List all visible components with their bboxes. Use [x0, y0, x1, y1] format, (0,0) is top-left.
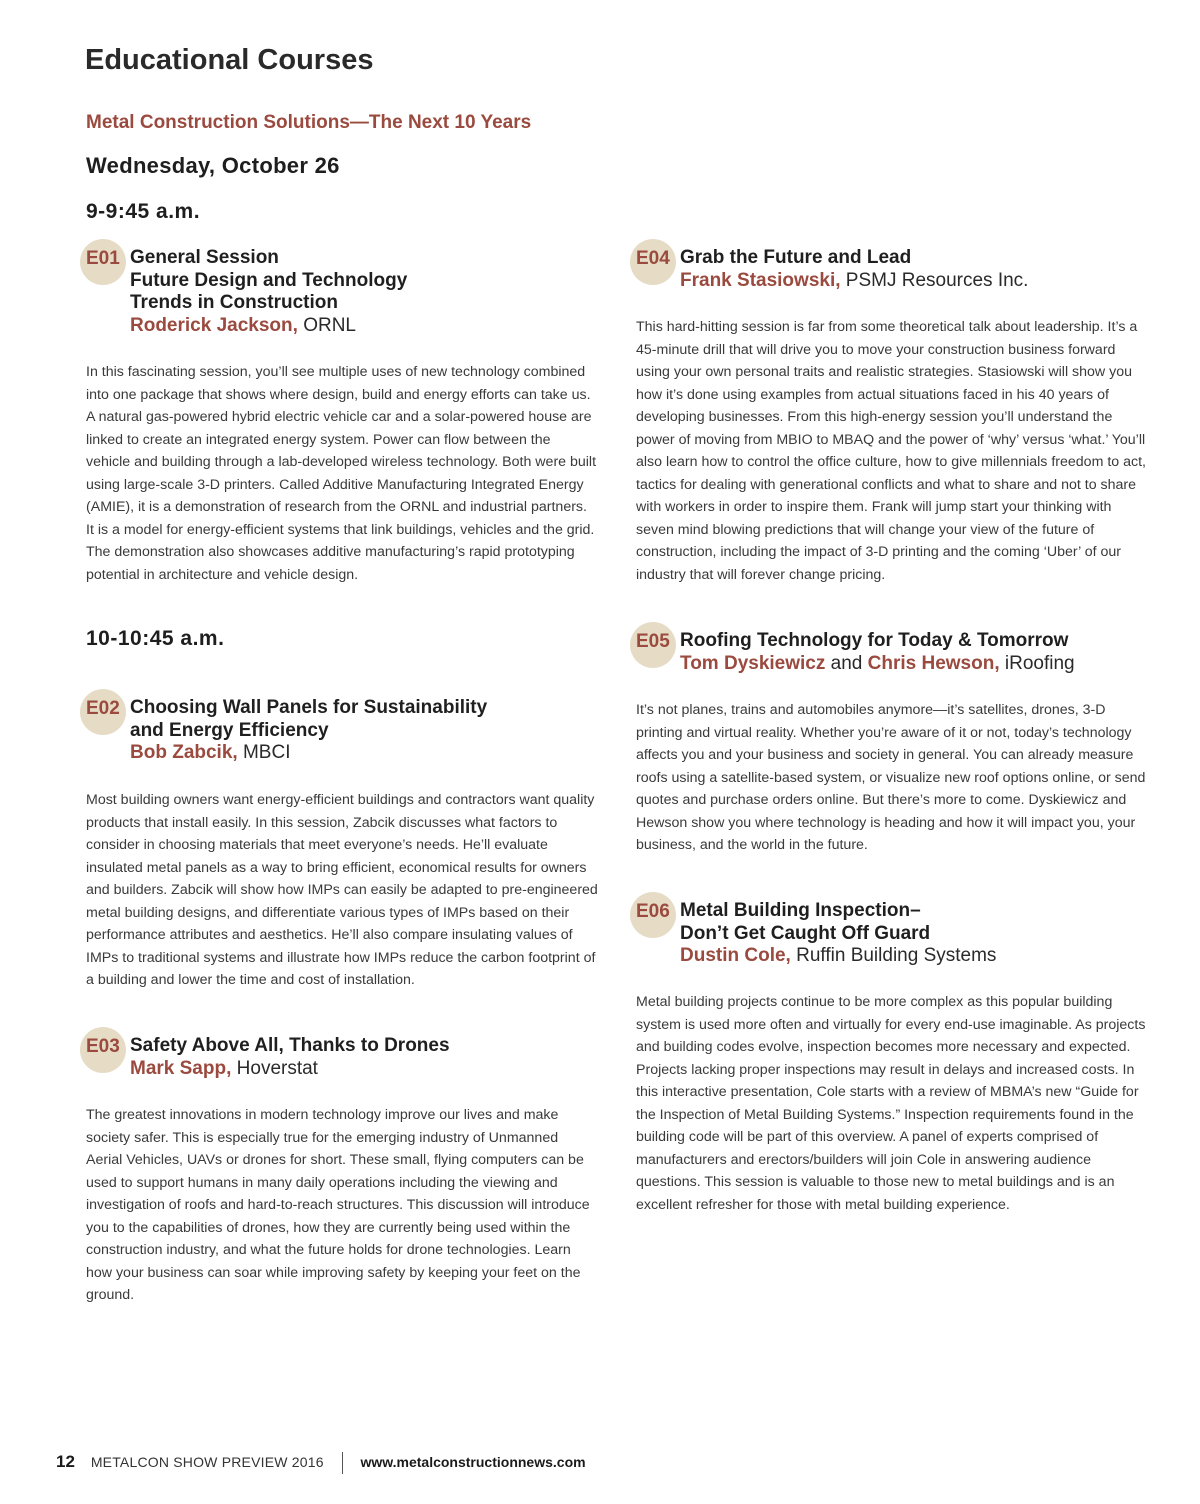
speaker-name: Frank Stasiowski, [680, 269, 841, 291]
speaker-join: and [825, 652, 868, 674]
course-description: Most building owners want energy-efficient buildings and contractors want quality products that install easily. In this session, Zabcik discusses what factors to consider in choosing materials that meet everyone’s needs. He’ll evaluate insulated metal panels as a way to bring efficient, economical results for owners and builders. Zabcik will show how IMPs can easily be adapted to pre-engineered metal building designs, and differentiate various types of IMPs based on their performance attributes and aesthetics. He’ll also compare insulating values of IMPs to traditional systems and illustrate how IMPs reduce the carbon footprint of a building and lower the time and cost of installation. [86, 792, 598, 988]
footer-divider [342, 1452, 343, 1474]
course-description: This hard-hitting session is far from some theoretical talk about leadership. It’s a 45-minute drill that will drive you to move your construction business forward using your own personal traits and realistic strategies. Stasiowski will show you how it’s done using examples from actual situations faced in his 40 years of developing businesses. From this high-energy session you’ll understand the power of moving from MBIO to MBAQ and the power of ‘why’ versus ‘what.’ You’ll also learn how to control the office culture, how to give millennials freedom to act, tactics for dealing with generational conflicts and what to share and not to share with workers in order to inspire them. Frank will jump start your thinking with seven mind blowing predictions that will change your view of the future of construction, including the impact of 3-D printing and the coming ‘Uber’ of our industry that will forever change pricing. [636, 319, 1146, 583]
course-code: E04 [636, 248, 670, 269]
course-code: E06 [636, 901, 670, 922]
speaker-affiliation: PSMJ Resources Inc. [840, 269, 1029, 291]
course-code: E02 [86, 698, 120, 719]
course-title: Roofing Technology for Today & Tomorrow [680, 630, 1069, 651]
course-title: Trends in Construction [130, 292, 338, 313]
course-code: E03 [86, 1036, 120, 1057]
course-description: The greatest innovations in modern technology improve our lives and make society safer. This is especially true for the emerging industry of Unmanned Aerial Vehicles, UAVs or drones for short. These small, flying computers can be used to support humans in many daily operations including the viewing and investigation of roofs and hard-to-reach structures. This discussion will introduce you to the capabilities of drones, how they are currently being used within the construction industry, and what the future holds for drone technologies. Learn how your business can soar while improving safety by keeping your feet on the ground. [86, 1107, 590, 1303]
course-description: It’s not planes, trains and automobiles anymore—it’s satellites, drones, 3-D printing and virtual reality. Whether you’re aware of it or not, today’s technology affects you and your business and society in general. You can already measure roofs using a satellite-based system, or visualize new roof options online, or send quotes and purchase orders online. But there’s more to come. Dyskiewicz and Hewson show you where technology is heading and how it will impact you, your business, and the world in the future. [636, 702, 1146, 853]
time-slot-heading: 9-9:45 a.m. [86, 200, 201, 223]
speaker-affiliation: Ruffin Building Systems [790, 945, 997, 966]
speaker-affiliation: ORNL [297, 314, 356, 336]
website-url: www.metalconstructionnews.com [360, 1454, 586, 1470]
speaker-name: Bob Zabcik, [130, 742, 238, 763]
day-heading: Wednesday, October 26 [86, 153, 340, 178]
speaker-affiliation: iRoofing [999, 652, 1075, 674]
course-description: In this fascinating session, you’ll see multiple uses of new technology combined into one package that shows where design, build and energy efforts can take us. A natural gas-powered hybrid electric vehicle car and a solar-powered house are linked to create an integrated energy system. Power can flow between the vehicle and building through a lab-developed wireless technology. Both were built using large-scale 3-D printers. Called Additive Manufacturing Integrated Energy (AMIE), it is a demonstration of research from the ORNL and industrial partners. It is a model for energy-efficient systems that link buildings, vehicles and the grid. The demonstration also showcases additive manufacturing’s rapid prototyping potential in architecture and vehicle design. [86, 364, 597, 583]
page-footer [56, 1452, 586, 1474]
course-title: Safety Above All, Thanks to Drones [130, 1035, 450, 1056]
speaker-name: Chris Hewson, [867, 652, 1000, 674]
speaker-name: Dustin Cole, [680, 945, 791, 966]
speaker-affiliation: MBCI [237, 742, 291, 763]
speaker-name: Roderick Jackson, [130, 314, 298, 336]
course-title: Choosing Wall Panels for Sustainability [130, 697, 488, 718]
course-title: Don’t Get Caught Off Guard [680, 922, 931, 944]
course-code: E01 [86, 248, 120, 269]
course-title: Grab the Future and Lead [680, 247, 912, 268]
speaker-affiliation: Hoverstat [231, 1057, 318, 1079]
course-description: Metal building projects continue to be more complex as this popular building system is used more often and virtually for every end-use imaginable. As projects and building codes evolve, inspection becomes more necessary and expected. Projects lacking proper inspections may result in delays and increased costs. In this interactive presentation, Cole starts with a review of MBMA’s new “Guide for the Inspection of Metal Building Systems.” Inspection requirements found in the building code will be part of this overview. A panel of experts comprised of manufacturers and erectors/builders will join Cole in answering audience questions. This session is valuable to those new to metal buildings and is an excellent refresher for those with metal building experience. [636, 994, 1146, 1213]
speaker-name: Mark Sapp, [130, 1057, 232, 1079]
speaker-name: Tom Dyskiewicz [680, 652, 826, 674]
page-title: Educational Courses [85, 44, 374, 76]
course-title: Future Design and Technology [130, 269, 408, 291]
course-title: Metal Building Inspection– [680, 900, 921, 921]
time-slot-heading: 10-10:45 a.m. [86, 627, 225, 650]
course-code: E05 [636, 631, 670, 652]
page-number: 12 [56, 1452, 75, 1471]
series-title: Metal Construction Solutions—The Next 10 Years [86, 112, 532, 133]
course-title: and Energy Efficiency [130, 719, 329, 741]
course-title: General Session [130, 247, 279, 268]
publication-name: METALCON SHOW PREVIEW 2016 [90, 1454, 324, 1470]
